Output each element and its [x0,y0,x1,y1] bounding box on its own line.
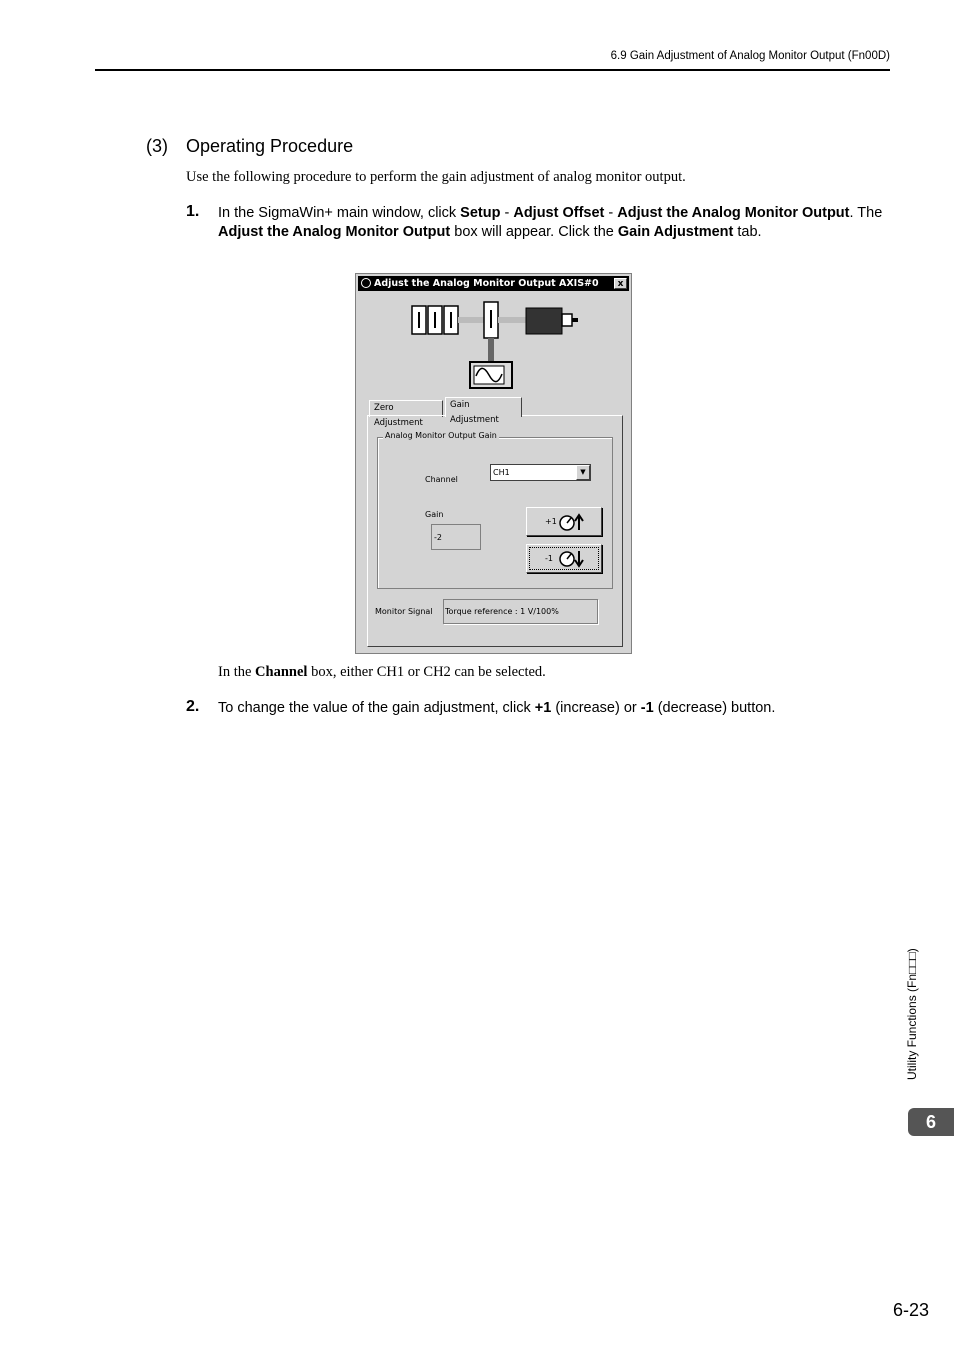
minus-one-term: -1 [640,700,654,716]
dialog-title: Adjust the Analog Monitor Output AXIS#0 [374,278,599,289]
tab-name: Gain Adjustment [617,224,734,240]
plus-one-term: +1 [534,700,552,716]
box-name: Adjust the Analog Monitor Output [218,224,451,240]
servopack-icon [412,306,458,334]
section-title: Operating Procedure [186,136,354,156]
app-icon [361,278,371,288]
cable-icon [488,338,494,362]
menu-adjust-analog-monitor: Adjust the Analog Monitor Output [617,205,850,221]
gain-value-field: -2 [431,524,481,550]
cable-icon [458,317,484,323]
decrease-button-label: -1 [545,554,553,563]
chapter-side-title: Utility Functions (Fn□□□) [905,948,919,1080]
group-label: Analog Monitor Output Gain [385,431,497,440]
gain-label: Gain [425,510,444,519]
increase-button-label: +1 [545,517,557,526]
menu-adjust-offset: Adjust Offset [513,205,605,221]
tab-zero-adjustment[interactable]: Zero Adjustment [369,400,443,417]
analog-monitor-output-gain-group [377,431,613,589]
channel-value: CH1 [493,468,510,477]
channel-note: In the Channel box, either CH1 or CH2 can be selected. [218,664,546,680]
decrease-button[interactable] [526,544,602,573]
monitor-signal-label: Monitor Signal [375,607,433,616]
running-header: 6.9 Gain Adjustment of Analog Monitor Output (Fn00D) [610,50,890,62]
gauge-up-icon [558,512,586,532]
header-rule [95,69,890,71]
section-heading [146,136,353,157]
step-2-text: To change the value of the gain adjustment, click +1 (increase) or -1 (decrease) button. [218,700,776,716]
step-2-number: 2. [186,698,200,715]
controller-icon [484,302,498,338]
increase-button[interactable] [526,507,602,536]
page-number: 6-23 [893,1300,930,1320]
tab-gain-adjustment[interactable]: Gain Adjustment [445,397,522,417]
dialog-titlebar [358,276,629,291]
menu-setup: Setup [460,205,501,221]
adjust-analog-monitor-dialog [355,273,632,654]
cable-icon [498,317,526,323]
gain-adjustment-panel [367,415,623,647]
channel-select[interactable] [490,464,591,481]
servo-motor-icon [526,308,578,334]
intro-paragraph: Use the following procedure to perform the gain adjustment of analog monitor output. [186,169,686,185]
servo-system-diagram [356,294,633,394]
step-1-number: 1. [186,203,200,220]
oscilloscope-icon [470,362,512,388]
close-button[interactable]: x [614,278,627,289]
step-1-text: In the SigmaWin+ main window, click Setup - Adjust Offset - Adjust the Analog Monitor Output. The Adjust the Analog Monitor Output box will appear. Click the Gain Adjustment tab. [218,205,883,240]
monitor-signal-field: Torque reference : 1 V/100% [443,599,598,624]
section-number: (3) [146,136,168,156]
chevron-down-icon[interactable]: ▼ [576,465,590,480]
gauge-down-icon [558,549,586,569]
chapter-tab: 6 [908,1108,954,1136]
channel-term: Channel [255,664,308,680]
channel-label: Channel [425,475,458,484]
